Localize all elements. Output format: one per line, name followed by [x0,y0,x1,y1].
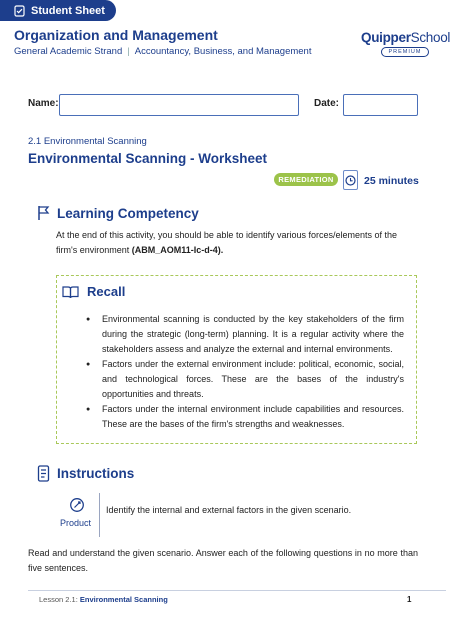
competency-text [56,228,416,258]
instructions-body: Read and understand the given scenario. Answer each of the following questions in no more than five sentences. [28,548,418,573]
instructions-heading [37,465,134,482]
quipper-school-logo [361,30,461,57]
flag-icon [37,205,50,221]
footer-divider [28,590,446,591]
student-sheet-tag [0,0,116,21]
product-text: Identify the internal and external factors in the given scenario. [106,505,352,515]
track-name: Accountancy, Business, and Management [134,46,312,57]
lesson-code: 2.1 Environmental Scanning [28,136,147,147]
checklist-icon [14,5,25,17]
remediation-badge: REMEDIATION [274,173,338,186]
course-title: Organization and Management [14,27,218,43]
instructions-title: Instructions [57,466,135,481]
date-label: Date: [314,98,340,109]
footer-lesson-name: Environmental Scanning [79,595,168,604]
name-field[interactable] [59,94,299,116]
footer-lesson [39,595,168,604]
recall-heading [62,284,125,299]
product-block [60,493,100,537]
tag-label: Student Sheet [31,4,105,17]
recall-item: ● Environmental scanning is conducted by the key stakeholders of the firm during the strategic (long-term) planning. It is a regular activity where the stakeholders assess and analyze the external and internal environments. [86,312,404,357]
product-label: Product [60,518,92,528]
product-icon [69,497,85,513]
date-field[interactable] [343,94,418,116]
competency-code: (ABM_AOM11-Ic-d-4). [131,245,224,255]
worksheet-title: Environmental Scanning - Worksheet [28,151,268,166]
clock-icon [345,175,356,186]
page-number: 1 [407,595,412,604]
recall-item: ● Factors under the external environment include: political, economic, social, and technological forces. These are the bases of the industry's opportunities and threats. [86,357,404,402]
timer-box [343,170,358,190]
learning-competency-title: Learning Competency [57,205,199,221]
logo-premium: PREMIUM [381,47,429,57]
strand-separator: | [127,46,130,57]
strand-line [14,46,311,57]
recall-item: ● Factors under the internal environment include capabilities and resources. These are the bases of the firm's strengths and weaknesses. [86,402,404,432]
recall-title: Recall [87,284,126,299]
document-icon [37,465,50,482]
book-icon [62,285,79,299]
learning-competency-heading [37,205,199,221]
name-label: Name: [28,98,59,109]
footer-lesson-prefix: Lesson 2.1: [39,595,80,604]
duration: 25 minutes [364,175,419,187]
logo-school: School [410,30,451,45]
recall-list [86,312,404,432]
strand-name: General Academic Strand [14,46,123,57]
competency-body: At the end of this activity, you should be able to identify various forces/elements of the firm's environment [56,230,398,255]
logo-main: Quipper [361,30,411,45]
